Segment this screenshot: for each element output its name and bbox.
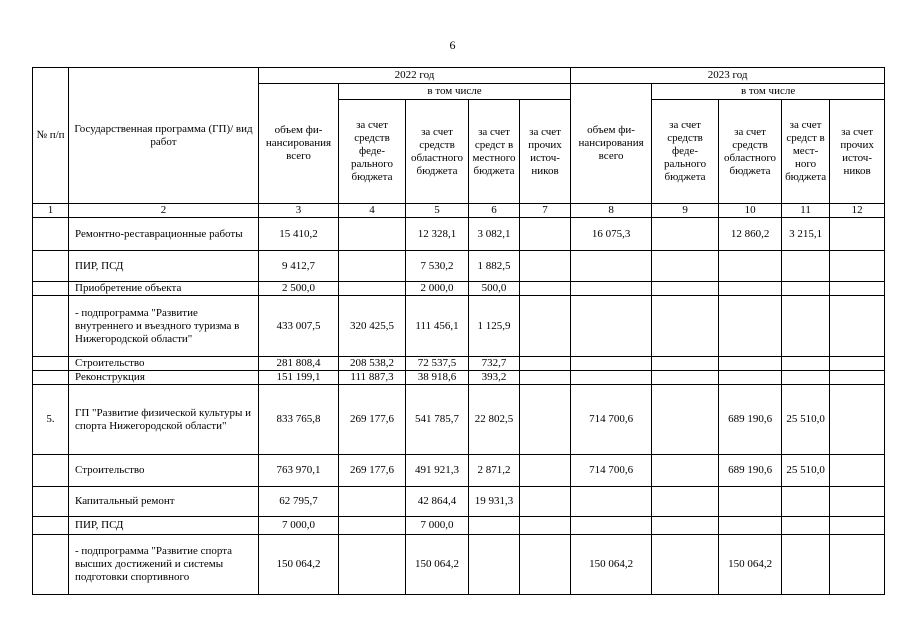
value-cell xyxy=(652,455,719,487)
value-cell: 3 082,1 xyxy=(469,218,520,251)
value-cell: 833 765,8 xyxy=(259,385,339,455)
value-cell xyxy=(830,487,885,517)
column-number: 6 xyxy=(469,204,520,218)
column-number: 2 xyxy=(69,204,259,218)
value-cell: 22 802,5 xyxy=(469,385,520,455)
value-cell xyxy=(571,517,652,535)
column-number: 1 xyxy=(33,204,69,218)
header-total-2022: объем финансирования всего xyxy=(259,84,339,204)
value-cell xyxy=(782,251,830,282)
row-number xyxy=(33,455,69,487)
header-other-2022: за счет прочих источников xyxy=(520,100,571,204)
value-cell xyxy=(652,296,719,357)
row-name: ПИР, ПСД xyxy=(69,517,259,535)
row-name: - подпрограмма "Развитие спорта высших достижений и системы подготовки спортивного xyxy=(69,535,259,595)
value-cell xyxy=(339,487,406,517)
value-cell xyxy=(520,357,571,371)
value-cell: 714 700,6 xyxy=(571,455,652,487)
header-federal-2023: за счет средств федерального бюджета xyxy=(652,100,719,204)
value-cell: 269 177,6 xyxy=(339,385,406,455)
row-number xyxy=(33,218,69,251)
value-cell xyxy=(830,296,885,357)
row-number xyxy=(33,487,69,517)
row-name: Реконструкция xyxy=(69,371,259,385)
value-cell xyxy=(652,357,719,371)
value-cell: 689 190,6 xyxy=(719,455,782,487)
header-federal-2022: за счет средств федерального бюджета xyxy=(339,100,406,204)
value-cell xyxy=(571,487,652,517)
value-cell xyxy=(520,517,571,535)
value-cell: 12 328,1 xyxy=(406,218,469,251)
value-cell xyxy=(652,218,719,251)
row-number xyxy=(33,282,69,296)
row-number xyxy=(33,535,69,595)
value-cell: 689 190,6 xyxy=(719,385,782,455)
value-cell: 2 000,0 xyxy=(406,282,469,296)
value-cell xyxy=(469,535,520,595)
value-cell xyxy=(520,282,571,296)
header-year-2023: 2023 год xyxy=(571,68,885,84)
value-cell xyxy=(782,535,830,595)
value-cell xyxy=(719,487,782,517)
value-cell xyxy=(520,455,571,487)
value-cell xyxy=(339,251,406,282)
value-cell: 269 177,6 xyxy=(339,455,406,487)
value-cell xyxy=(782,296,830,357)
value-cell xyxy=(719,371,782,385)
table-row xyxy=(33,487,885,517)
column-number: 5 xyxy=(406,204,469,218)
table-row xyxy=(33,517,885,535)
value-cell: 72 537,5 xyxy=(406,357,469,371)
header-local-2023: за счет средст в местного бюджета xyxy=(782,100,830,204)
row-name: - подпрограмма "Развитие внутреннего и въездного туризма в Нижегородской области" xyxy=(69,296,259,357)
financing-table xyxy=(32,67,885,595)
value-cell xyxy=(830,218,885,251)
value-cell: 208 538,2 xyxy=(339,357,406,371)
value-cell: 150 064,2 xyxy=(719,535,782,595)
row-name: Ремонтно-реставрационные работы xyxy=(69,218,259,251)
value-cell xyxy=(830,371,885,385)
value-cell xyxy=(652,282,719,296)
value-cell xyxy=(830,517,885,535)
page-number: 6 xyxy=(449,38,456,52)
value-cell xyxy=(520,535,571,595)
value-cell xyxy=(782,282,830,296)
value-cell xyxy=(782,517,830,535)
value-cell xyxy=(520,296,571,357)
header-other-2023: за счет прочих источников xyxy=(830,100,885,204)
value-cell: 1 882,5 xyxy=(469,251,520,282)
value-cell: 25 510,0 xyxy=(782,385,830,455)
row-name: Капитальный ремонт xyxy=(69,487,259,517)
value-cell xyxy=(571,282,652,296)
column-number: 10 xyxy=(719,204,782,218)
value-cell xyxy=(719,251,782,282)
header-regional-2023: за счет средств областного бюджета xyxy=(719,100,782,204)
value-cell xyxy=(782,371,830,385)
row-number xyxy=(33,251,69,282)
table-row xyxy=(33,251,885,282)
header-num: № п/п xyxy=(33,68,69,204)
row-number xyxy=(33,296,69,357)
value-cell xyxy=(520,487,571,517)
value-cell xyxy=(339,517,406,535)
value-cell xyxy=(830,251,885,282)
value-cell: 42 864,4 xyxy=(406,487,469,517)
value-cell xyxy=(652,385,719,455)
value-cell: 15 410,2 xyxy=(259,218,339,251)
value-cell xyxy=(652,251,719,282)
column-number: 3 xyxy=(259,204,339,218)
value-cell: 150 064,2 xyxy=(259,535,339,595)
row-name: ГП "Развитие физической культуры и спорта Нижегородской области" xyxy=(69,385,259,455)
value-cell xyxy=(520,251,571,282)
value-cell: 732,7 xyxy=(469,357,520,371)
value-cell xyxy=(830,455,885,487)
value-cell xyxy=(719,282,782,296)
value-cell xyxy=(719,357,782,371)
row-number xyxy=(33,357,69,371)
value-cell: 2 871,2 xyxy=(469,455,520,487)
table-row xyxy=(33,282,885,296)
header-incl-2022: в том числе xyxy=(339,84,571,100)
column-number: 12 xyxy=(830,204,885,218)
value-cell xyxy=(719,296,782,357)
table-row xyxy=(33,535,885,595)
row-name: ПИР, ПСД xyxy=(69,251,259,282)
value-cell xyxy=(719,517,782,535)
value-cell: 320 425,5 xyxy=(339,296,406,357)
value-cell xyxy=(520,385,571,455)
value-cell: 7 530,2 xyxy=(406,251,469,282)
value-cell: 763 970,1 xyxy=(259,455,339,487)
value-cell xyxy=(652,371,719,385)
value-cell xyxy=(571,371,652,385)
value-cell: 111 887,3 xyxy=(339,371,406,385)
value-cell: 7 000,0 xyxy=(259,517,339,535)
column-number: 8 xyxy=(571,204,652,218)
column-number: 4 xyxy=(339,204,406,218)
value-cell xyxy=(782,487,830,517)
value-cell xyxy=(339,535,406,595)
value-cell xyxy=(652,487,719,517)
value-cell: 150 064,2 xyxy=(406,535,469,595)
table-row xyxy=(33,385,885,455)
header-regional-2022: за счет средств областного бюджета xyxy=(406,100,469,204)
value-cell xyxy=(782,357,830,371)
value-cell xyxy=(339,282,406,296)
value-cell: 500,0 xyxy=(469,282,520,296)
value-cell: 19 931,3 xyxy=(469,487,520,517)
value-cell: 25 510,0 xyxy=(782,455,830,487)
value-cell xyxy=(652,535,719,595)
value-cell: 111 456,1 xyxy=(406,296,469,357)
table-row xyxy=(33,296,885,357)
value-cell xyxy=(830,282,885,296)
table-row xyxy=(33,371,885,385)
header-program: Государственная программа (ГП)/ вид работ xyxy=(69,68,259,204)
value-cell xyxy=(571,357,652,371)
value-cell xyxy=(571,296,652,357)
value-cell xyxy=(830,535,885,595)
table-row xyxy=(33,357,885,371)
value-cell: 7 000,0 xyxy=(406,517,469,535)
column-number: 11 xyxy=(782,204,830,218)
value-cell: 16 075,3 xyxy=(571,218,652,251)
value-cell: 9 412,7 xyxy=(259,251,339,282)
value-cell xyxy=(469,517,520,535)
value-cell: 62 795,7 xyxy=(259,487,339,517)
row-name: Приобретение объекта xyxy=(69,282,259,296)
value-cell: 3 215,1 xyxy=(782,218,830,251)
value-cell: 714 700,6 xyxy=(571,385,652,455)
column-number: 7 xyxy=(520,204,571,218)
value-cell: 151 199,1 xyxy=(259,371,339,385)
value-cell xyxy=(520,218,571,251)
value-cell: 12 860,2 xyxy=(719,218,782,251)
header-incl-2023: в том числе xyxy=(652,84,885,100)
value-cell xyxy=(652,517,719,535)
value-cell: 38 918,6 xyxy=(406,371,469,385)
value-cell: 541 785,7 xyxy=(406,385,469,455)
value-cell: 281 808,4 xyxy=(259,357,339,371)
header-total-2023: объем финансирования всего xyxy=(571,84,652,204)
row-number xyxy=(33,371,69,385)
row-name: Строительство xyxy=(69,455,259,487)
header-year-2022: 2022 год xyxy=(259,68,571,84)
value-cell: 491 921,3 xyxy=(406,455,469,487)
row-number: 5. xyxy=(33,385,69,455)
value-cell xyxy=(571,251,652,282)
row-number xyxy=(33,517,69,535)
value-cell xyxy=(830,357,885,371)
header-local-2022: за счет средст в местного бюджета xyxy=(469,100,520,204)
value-cell: 150 064,2 xyxy=(571,535,652,595)
value-cell: 2 500,0 xyxy=(259,282,339,296)
table-row xyxy=(33,455,885,487)
value-cell: 1 125,9 xyxy=(469,296,520,357)
column-number: 9 xyxy=(652,204,719,218)
table-row xyxy=(33,218,885,251)
value-cell xyxy=(339,218,406,251)
row-name: Строительство xyxy=(69,357,259,371)
value-cell: 393,2 xyxy=(469,371,520,385)
value-cell: 433 007,5 xyxy=(259,296,339,357)
value-cell xyxy=(520,371,571,385)
value-cell xyxy=(830,385,885,455)
